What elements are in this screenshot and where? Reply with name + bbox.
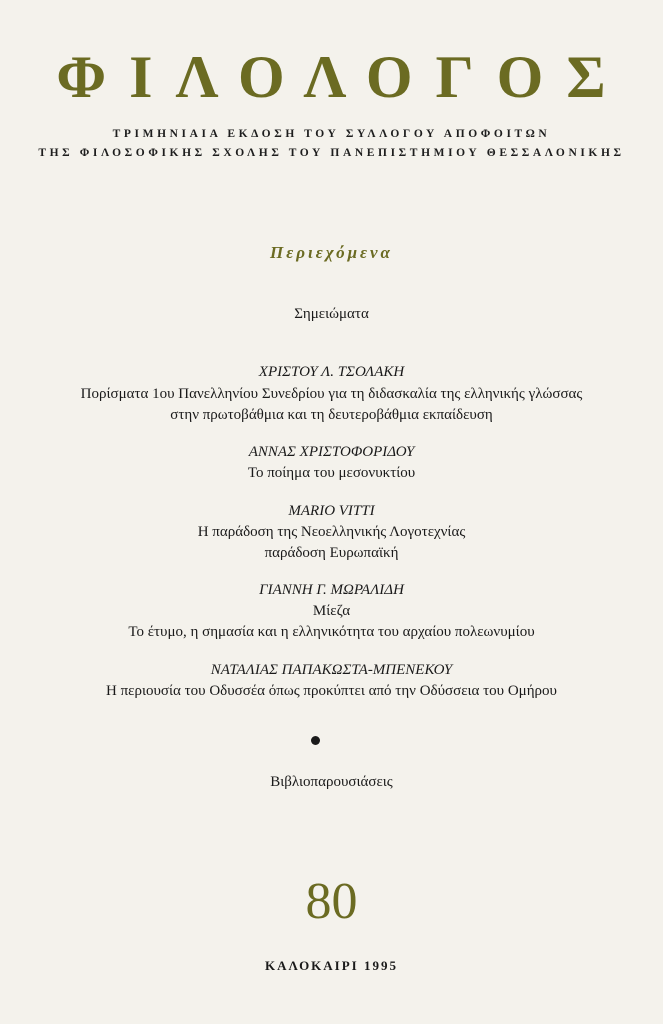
- bullet-separator: [311, 736, 320, 745]
- entry-3-title-line-1: Η παράδοση της Νεοελληνικής Λογοτεχνίας: [197, 524, 466, 540]
- entry-4-title-line-1: Μίεζα: [312, 603, 351, 619]
- entry-1-title-line-1: Πορίσματα 1ου Πανελληνίου Συνεδρίου για τη διδασκαλία της ελληνικής γλώσσας: [80, 386, 583, 402]
- book-reviews-section: Βιβλιοπαρουσιάσεις: [270, 774, 393, 790]
- notes-section: Σημειώματα: [294, 306, 369, 322]
- issue-number: 80: [305, 873, 358, 930]
- entry-4-author: ΓΙΑΝΝΗ Γ. ΜΩΡΑΛΙΔΗ: [259, 582, 404, 598]
- entry-1-title-line-2: στην πρωτοβάθμια και τη δευτεροβάθμια εκπαίδευση: [170, 407, 493, 423]
- subtitle-line-1: ΤΡΙΜΗΝΙΑΙΑ ΕΚΔΟΣΗ ΤΟΥ ΣΥΛΛΟΓΟΥ ΑΠΟΦΟΙΤΩΝ: [112, 128, 551, 140]
- entry-5-title: Η περιουσία του Οδυσσέα όπως προκύπτει από την Οδύσσεια του Ομήρου: [106, 683, 557, 699]
- entry-2-author: ΑΝΝΑΣ ΧΡΙΣΤΟΦΟΡΙΔΟΥ: [248, 444, 415, 460]
- entry-4-title-line-2: Το έτυμο, η σημασία και η ελληνικότητα του αρχαίου πολεωνυμίου: [128, 624, 535, 640]
- entry-5-author: ΝΑΤΑΛΙΑΣ ΠΑΠΑΚΩΣΤΑ-ΜΠΕΝΕΚΟΥ: [210, 662, 453, 678]
- entry-3-author: MARIO VITTI: [288, 503, 375, 519]
- journal-title: ΦΙΛΟΛΟΓΟΣ: [56, 44, 629, 110]
- entry-1-author: ΧΡΙΣΤΟΥ Λ. ΤΣΟΛΑΚΗ: [258, 364, 405, 380]
- entry-3-title-line-2: παράδοση Ευρωπαϊκή: [264, 545, 399, 561]
- subtitle-line-2: ΤΗΣ ΦΙΛΟΣΟΦΙΚΗΣ ΣΧΟΛΗΣ ΤΟΥ ΠΑΝΕΠΙΣΤΗΜΙΟΥ ΘΕΣΣΑΛΟΝΙΚΗΣ: [38, 147, 625, 159]
- issue-season: ΚΑΛΟΚΑΙΡΙ 1995: [265, 958, 398, 973]
- entry-2-title: Το ποίημα του μεσονυκτίου: [247, 465, 416, 481]
- contents-heading: Περιεχόμενα: [270, 243, 393, 262]
